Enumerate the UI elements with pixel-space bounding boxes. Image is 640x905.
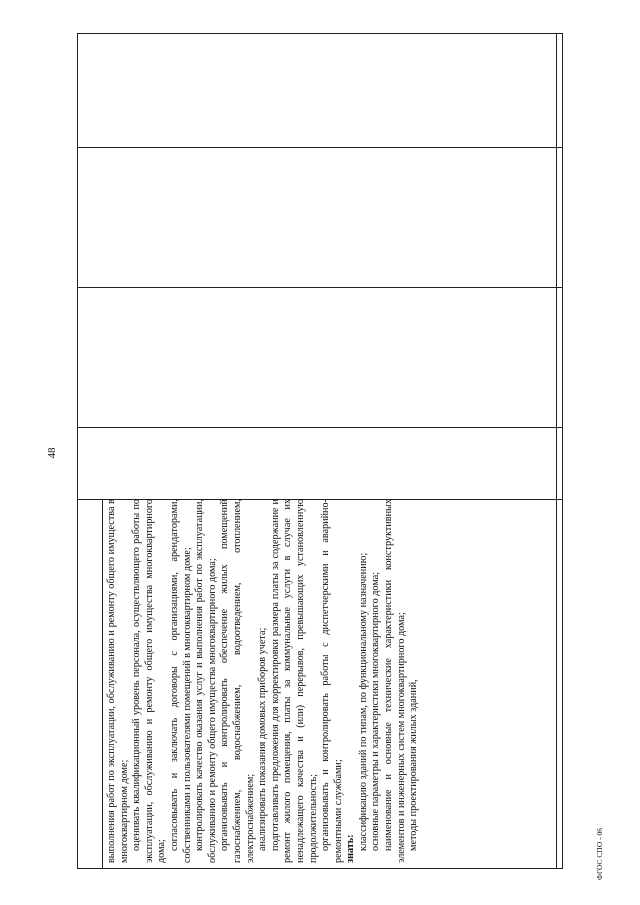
column-divider (78, 427, 562, 428)
cell-paragraph: наименование и основные технические характеристики конструктивных элементов и инженерных систем многоквартирного дома; (383, 499, 407, 863)
row-divider (556, 34, 557, 868)
cell-paragraph: выполнения работ по эксплуатации, обслуживанию и ремонту общего имущества в многоквартирном доме; (106, 499, 130, 863)
text-cell-container (106, 497, 556, 865)
row-divider (102, 499, 103, 868)
cell-paragraph: контролировать качество оказания услуг и выполнения работ по эксплуатации, обслуживанию и ремонту общего имущества многоквартирного дома; (194, 499, 218, 863)
cell-paragraph: согласовывать и заключать договоры с организациями, арендаторами, собственниками и пользователями помещений в многоквартирном доме; (168, 499, 193, 863)
column-divider (78, 147, 562, 148)
text-cell (106, 497, 556, 865)
page-number: 48 (46, 447, 58, 459)
cell-paragraph: оценивать квалификационный уровень персонала, осуществляющего работы по эксплуатации, обслуживанию и ремонту общего имущества многоквартирного дома; (131, 499, 168, 863)
cell-paragraph: знать: (345, 834, 357, 863)
cell-paragraph: организовывать и контролировать обеспечение жилых помещений газоснабжением, водоснабжением, водоотведением, отоплением, электроснабжением; (219, 499, 256, 863)
cell-paragraph: подготавливать предложения для корректировки размера платы за содержание и ремонт жилого помещения, платы за коммунальные услуги в случае их ненадлежащего качества и (или) перерывов, превышающих установленную продолжительность; (269, 499, 319, 863)
column-divider (78, 287, 562, 288)
cell-paragraph: классификацию зданий по типам, по функциональному назначению; (357, 552, 369, 851)
document-table (77, 33, 563, 869)
cell-paragraph: методы проектирования жилых зданий, (408, 679, 420, 851)
cell-paragraph: организовывать и контролировать работы с диспетчерскими и аварийно-ремонтными службами; (320, 499, 344, 863)
cell-paragraph: анализировать показания домовых приборов учета; (257, 627, 269, 851)
cell-paragraph: основные параметры и характеристики многоквартирного дома; (370, 571, 382, 851)
footer-code: ФГОС СПО - 06 (595, 827, 604, 881)
